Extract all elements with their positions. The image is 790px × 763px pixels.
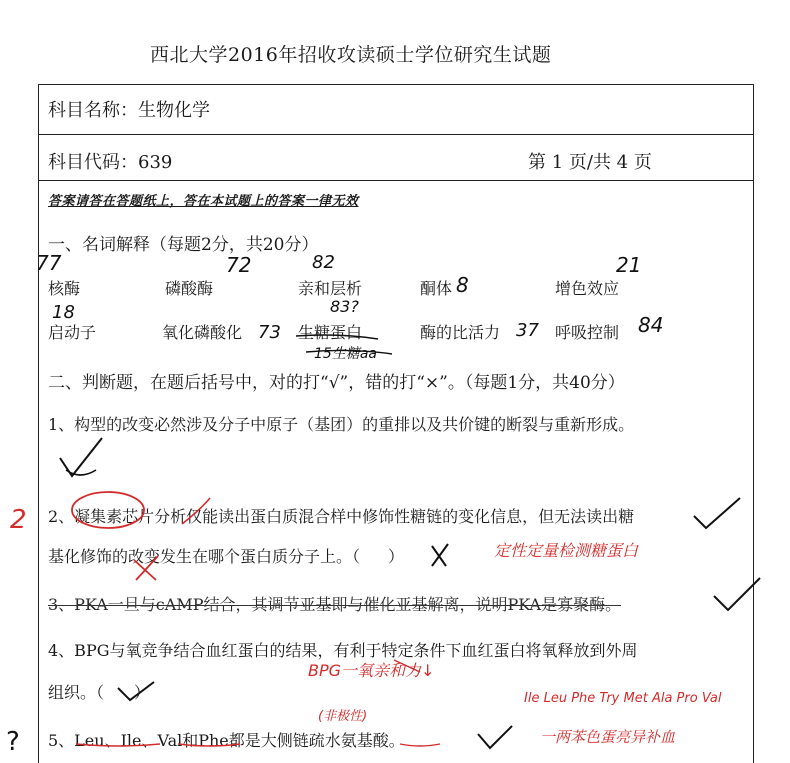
term-ribozyme: 核酶 bbox=[48, 279, 81, 298]
page-info: 第 1 页/共 4 页 bbox=[528, 152, 652, 173]
score-6: 18 bbox=[52, 302, 75, 323]
score-10: 84 bbox=[638, 313, 664, 337]
question-4-line2 bbox=[48, 680, 150, 703]
q5-comment: 一两苯色蛋亮异补血 bbox=[540, 728, 676, 746]
q5-amino-list: Ile Leu Phe Try Met Ala Pro Val bbox=[524, 691, 722, 706]
score-9: 37 bbox=[516, 320, 539, 341]
divider-1 bbox=[38, 134, 754, 135]
question-2-close-paren: ） bbox=[388, 547, 405, 566]
question-1: 1、构型的改变必然涉及分子中原子（基团）的重排以及共价键的断裂与重新形成。 bbox=[48, 415, 635, 434]
question-2-text: 基化修饰的改变发生在哪个蛋白质分子上。（ bbox=[48, 547, 361, 566]
term-phosphatase: 磷酸酶 bbox=[165, 279, 214, 298]
score-5: 21 bbox=[616, 253, 642, 277]
score-8: 83? bbox=[330, 297, 359, 316]
term-hyperchromic-effect: 增色效应 bbox=[555, 279, 620, 298]
section1-heading: 一、名词解释（每题2分，共20分） bbox=[48, 235, 319, 255]
exam-title: 西北大学2016年招收攻读硕士学位研究生试题 bbox=[150, 44, 552, 66]
question-3-text: 3、PKA一旦与cAMP结合，其调节亚基即与催化亚基解离，说明PKA是寡聚酶。 bbox=[48, 595, 622, 614]
strike-note: 15生糖aa bbox=[314, 346, 377, 362]
term-ketone-body: 酮体 bbox=[420, 279, 453, 298]
question-4-close-paren: ） bbox=[134, 683, 151, 702]
score-1: 77 bbox=[36, 251, 62, 275]
q5-margin-mark: ? bbox=[6, 727, 20, 757]
question-3 bbox=[48, 592, 621, 615]
question-2-line1: 2、凝集素芯片分析仅能读出蛋白质混合样中修饰性糖链的变化信息，但无法读出糖 bbox=[48, 507, 635, 526]
q2-comment: 定性定量检测糖蛋白 bbox=[494, 541, 639, 560]
divider-2 bbox=[38, 180, 754, 181]
subject-code: 科目代码：639 bbox=[48, 152, 173, 173]
term-affinity-chromatography: 亲和层析 bbox=[298, 279, 363, 298]
answer-notice: 答案请答在答题纸上，答在本试题上的答案一律无效 bbox=[48, 194, 359, 209]
q4-comment: BPG一氧亲和力↓ bbox=[308, 661, 435, 680]
question-4-line1: 4、BPG与氧竞争结合血红蛋白的结果，有利于特定条件下血红蛋白将氧释放到外周 bbox=[48, 641, 638, 660]
q2-margin-mark: 2 bbox=[10, 505, 27, 535]
score-7: 73 bbox=[258, 322, 281, 343]
section2-heading: 二、判断题，在题后括号中，对的打“√”，错的打“×”。（每题1分，共40分） bbox=[48, 373, 625, 393]
question-4-text: 组织。（ bbox=[48, 683, 105, 702]
term-specific-activity: 酶的比活力 bbox=[420, 323, 501, 342]
term-respiratory-control: 呼吸控制 bbox=[555, 323, 620, 342]
q5-paren-note: (非极性) bbox=[318, 709, 368, 724]
term-promoter: 启动子 bbox=[48, 323, 97, 342]
score-3: 82 bbox=[312, 252, 335, 273]
score-2: 72 bbox=[226, 253, 252, 277]
question-5: 5、Leu、Ile、Val和Phe都是大侧链疏水氨基酸。 bbox=[48, 731, 405, 750]
term-oxidative-phosphorylation: 氧化磷酸化 bbox=[162, 323, 243, 342]
subject-name: 科目名称：生物化学 bbox=[48, 100, 210, 121]
score-4: 8 bbox=[456, 273, 469, 297]
question-2-line2 bbox=[48, 544, 404, 567]
term-glycoprotein: 生糖蛋白 bbox=[298, 323, 363, 342]
